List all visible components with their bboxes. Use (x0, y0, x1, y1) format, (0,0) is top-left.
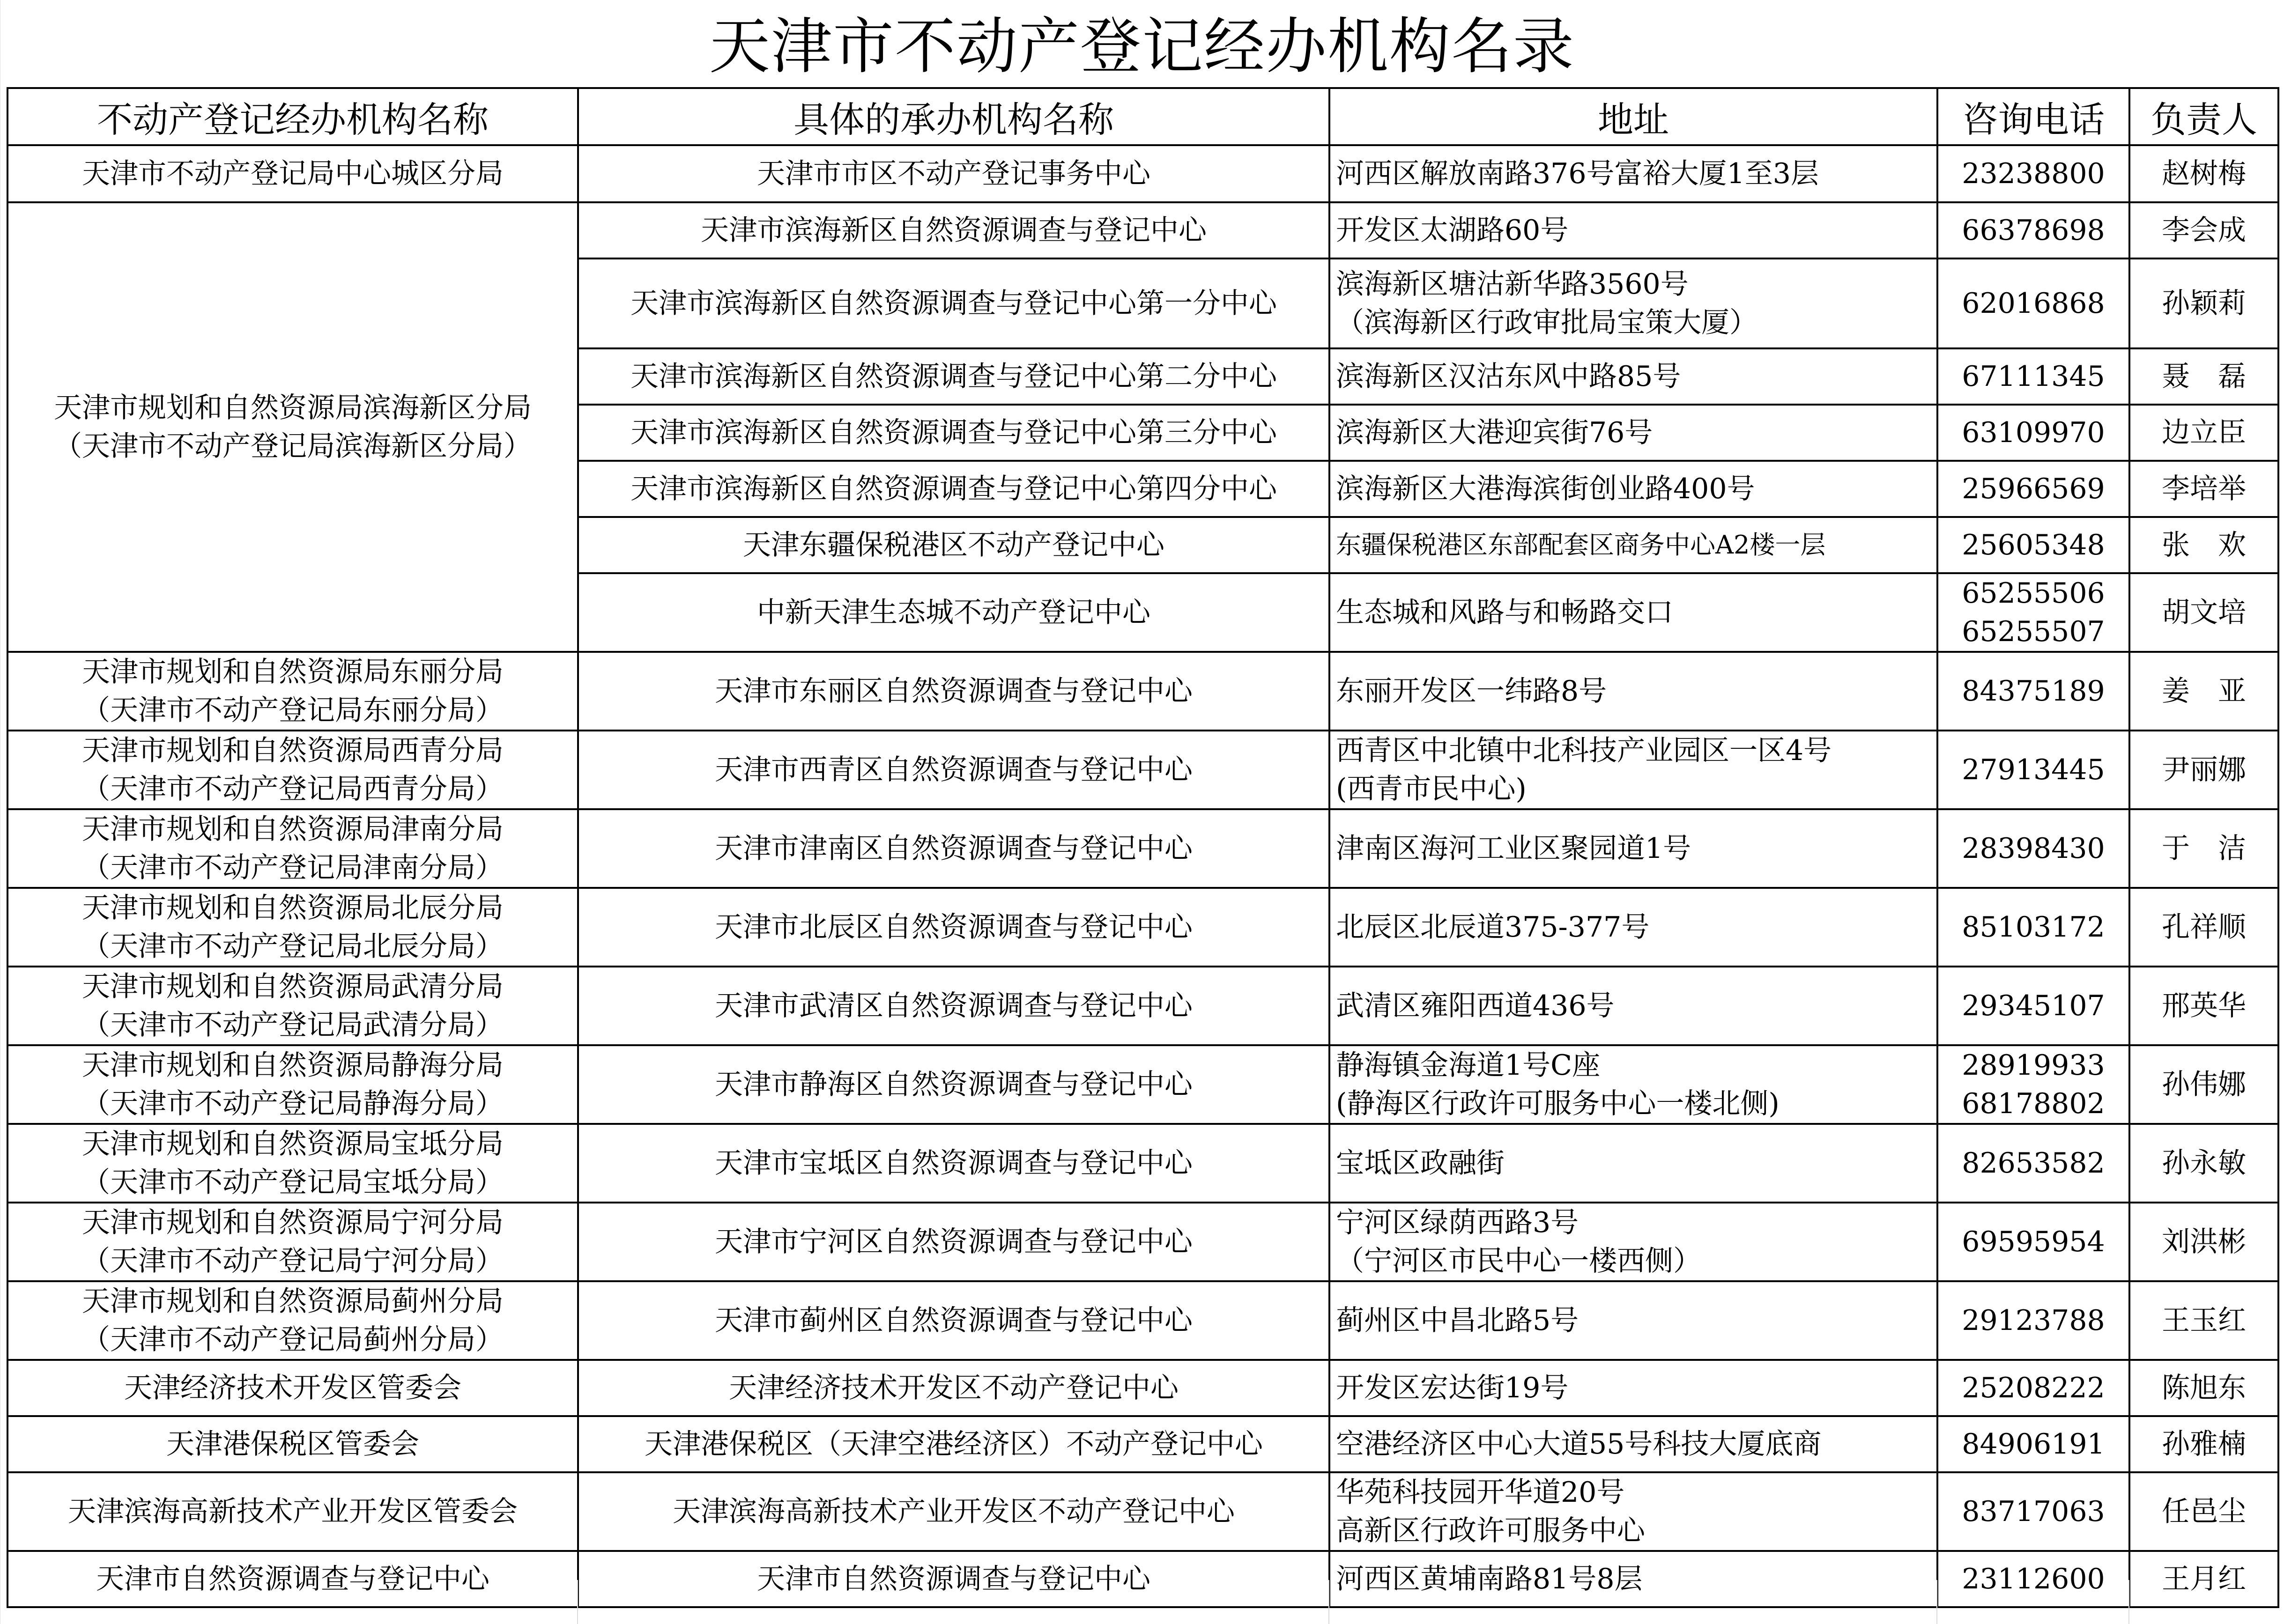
phone-cell: 23112600 (1937, 1551, 2129, 1607)
office-cell: 天津港保税区（天津空港经济区）不动产登记中心 (578, 1416, 1329, 1472)
phone-cell: 25605348 (1937, 517, 2129, 573)
header-phone: 咨询电话 (1937, 88, 2129, 145)
address-cell: 东丽开发区一纬路8号 (1329, 652, 1937, 731)
registration-agency-table (7, 87, 2279, 1608)
office-cell: 天津市自然资源调查与登记中心 (578, 1551, 1329, 1607)
address-cell: 空港经济区中心大道55号科技大厦底商 (1329, 1416, 1937, 1472)
empty-grid-area (7, 1580, 2277, 1624)
agency-cell: 天津市规划和自然资源局滨海新区分局 （天津市不动产登记局滨海新区分局） (7, 202, 578, 652)
agency-cell: 天津市规划和自然资源局西青分局 （天津市不动产登记局西青分局） (7, 731, 578, 809)
address-cell: 滨海新区大港迎宾街76号 (1329, 405, 1937, 461)
agency-cell: 天津市规划和自然资源局北辰分局 （天津市不动产登记局北辰分局） (7, 888, 578, 967)
office-cell: 天津市武清区自然资源调查与登记中心 (578, 967, 1329, 1045)
address-cell: 开发区太湖路60号 (1329, 202, 1937, 258)
phone-cell: 23238800 (1937, 145, 2129, 202)
office-cell: 天津滨海高新技术产业开发区不动产登记中心 (578, 1472, 1329, 1551)
phone-cell: 25966569 (1937, 461, 2129, 517)
phone-cell: 63109970 (1937, 405, 2129, 461)
table-row (7, 1203, 2278, 1281)
person-cell: 孙永敏 (2129, 1124, 2278, 1203)
office-cell: 天津东疆保税港区不动产登记中心 (578, 517, 1329, 573)
person-cell: 尹丽娜 (2129, 731, 2278, 809)
person-cell: 孙雅楠 (2129, 1416, 2278, 1472)
phone-cell: 69595954 (1937, 1203, 2129, 1281)
agency-cell: 天津市规划和自然资源局宁河分局 （天津市不动产登记局宁河分局） (7, 1203, 578, 1281)
person-cell: 李会成 (2129, 202, 2278, 258)
table-row (7, 1124, 2278, 1203)
header-address: 地址 (1329, 88, 1937, 145)
person-cell: 孙伟娜 (2129, 1045, 2278, 1124)
office-cell: 天津市滨海新区自然资源调查与登记中心第二分中心 (578, 348, 1329, 405)
person-cell: 任邑尘 (2129, 1472, 2278, 1551)
phone-cell: 82653582 (1937, 1124, 2129, 1203)
agency-cell: 天津市规划和自然资源局蓟州分局 （天津市不动产登记局蓟州分局） (7, 1281, 578, 1360)
address-cell: 宁河区绿荫西路3号 （宁河区市民中心一楼西侧） (1329, 1203, 1937, 1281)
office-cell: 天津经济技术开发区不动产登记中心 (578, 1360, 1329, 1416)
header-person: 负责人 (2129, 88, 2278, 145)
phone-cell: 25208222 (1937, 1360, 2129, 1416)
address-cell: 北辰区北辰道375-377号 (1329, 888, 1937, 967)
person-cell: 刘洪彬 (2129, 1203, 2278, 1281)
address-cell: 静海镇金海道1号C座 (静海区行政许可服务中心一楼北侧) (1329, 1045, 1937, 1124)
phone-cell: 83717063 (1937, 1472, 2129, 1551)
person-cell: 邢英华 (2129, 967, 2278, 1045)
table-row (7, 888, 2278, 967)
agency-cell: 天津市自然资源调查与登记中心 (7, 1551, 578, 1607)
phone-cell: 28919933 68178802 (1937, 1045, 2129, 1124)
grid-line (1328, 1580, 1329, 1624)
person-cell: 聂 磊 (2129, 348, 2278, 405)
table-row (7, 731, 2278, 809)
address-cell: 宝坻区政融街 (1329, 1124, 1937, 1203)
address-cell: 东疆保税港区东部配套区商务中心A2楼一层 (1329, 517, 1937, 573)
person-cell: 王玉红 (2129, 1281, 2278, 1360)
agency-cell: 天津市规划和自然资源局静海分局 （天津市不动产登记局静海分局） (7, 1045, 578, 1124)
agency-cell: 天津市规划和自然资源局武清分局 （天津市不动产登记局武清分局） (7, 967, 578, 1045)
page-title: 天津市不动产登记经办机构名录 (709, 11, 1575, 82)
header-agency: 不动产登记经办机构名称 (7, 88, 578, 145)
table-row (7, 967, 2278, 1045)
person-cell: 孔祥顺 (2129, 888, 2278, 967)
office-cell: 天津市蓟州区自然资源调查与登记中心 (578, 1281, 1329, 1360)
agency-cell: 天津市不动产登记局中心城区分局 (7, 145, 578, 202)
phone-cell: 28398430 (1937, 809, 2129, 888)
phone-cell: 62016868 (1937, 258, 2129, 348)
address-cell: 蓟州区中昌北路5号 (1329, 1281, 1937, 1360)
agency-cell: 天津市规划和自然资源局东丽分局 （天津市不动产登记局东丽分局） (7, 652, 578, 731)
address-cell: 滨海新区大港海滨街创业路400号 (1329, 461, 1937, 517)
office-cell: 天津市滨海新区自然资源调查与登记中心第一分中心 (578, 258, 1329, 348)
address-cell: 开发区宏达街19号 (1329, 1360, 1937, 1416)
address-cell: 滨海新区汉沽东风中路85号 (1329, 348, 1937, 405)
address-cell: 生态城和风路与和畅路交口 (1329, 573, 1937, 652)
person-cell: 姜 亚 (2129, 652, 2278, 731)
office-cell: 天津市静海区自然资源调查与登记中心 (578, 1045, 1329, 1124)
person-cell: 边立臣 (2129, 405, 2278, 461)
address-cell: 津南区海河工业区聚园道1号 (1329, 809, 1937, 888)
grid-line (1936, 1580, 1937, 1624)
address-cell: 河西区黄埔南路81号8层 (1329, 1551, 1937, 1607)
address-cell: 河西区解放南路376号富裕大厦1至3层 (1329, 145, 1937, 202)
agency-cell: 天津经济技术开发区管委会 (7, 1360, 578, 1416)
table-row (7, 1360, 2278, 1416)
phone-cell: 85103172 (1937, 888, 2129, 967)
office-cell: 天津市津南区自然资源调查与登记中心 (578, 809, 1329, 888)
address-cell: 武清区雍阳西道436号 (1329, 967, 1937, 1045)
phone-cell: 29123788 (1937, 1281, 2129, 1360)
office-cell: 天津市东丽区自然资源调查与登记中心 (578, 652, 1329, 731)
agency-cell: 天津滨海高新技术产业开发区管委会 (7, 1472, 578, 1551)
person-cell: 李培举 (2129, 461, 2278, 517)
address-cell: 滨海新区塘沽新华路3560号 （滨海新区行政审批局宝策大厦） (1329, 258, 1937, 348)
table-row (7, 202, 2278, 258)
person-cell: 孙颖莉 (2129, 258, 2278, 348)
agency-cell: 天津港保税区管委会 (7, 1416, 578, 1472)
phone-cell: 67111345 (1937, 348, 2129, 405)
person-cell: 陈旭东 (2129, 1360, 2278, 1416)
phone-cell: 84906191 (1937, 1416, 2129, 1472)
table-row (7, 145, 2278, 202)
office-cell: 天津市西青区自然资源调查与登记中心 (578, 731, 1329, 809)
table-row (7, 1472, 2278, 1551)
agency-cell: 天津市规划和自然资源局宝坻分局 （天津市不动产登记局宝坻分局） (7, 1124, 578, 1203)
table-row (7, 1416, 2278, 1472)
phone-cell: 66378698 (1937, 202, 2129, 258)
agency-cell: 天津市规划和自然资源局津南分局 （天津市不动产登记局津南分局） (7, 809, 578, 888)
table-row (7, 652, 2278, 731)
address-cell: 西青区中北镇中北科技产业园区一区4号 (西青市民中心) (1329, 731, 1937, 809)
phone-cell: 29345107 (1937, 967, 2129, 1045)
person-cell: 于 洁 (2129, 809, 2278, 888)
phone-cell: 65255506 65255507 (1937, 573, 2129, 652)
office-cell: 天津市滨海新区自然资源调查与登记中心第四分中心 (578, 461, 1329, 517)
phone-cell: 27913445 (1937, 731, 2129, 809)
person-cell: 赵树梅 (2129, 145, 2278, 202)
office-cell: 中新天津生态城不动产登记中心 (578, 573, 1329, 652)
office-cell: 天津市宝坻区自然资源调查与登记中心 (578, 1124, 1329, 1203)
table-header-row (7, 88, 2278, 145)
table-row (7, 1281, 2278, 1360)
office-cell: 天津市北辰区自然资源调查与登记中心 (578, 888, 1329, 967)
address-cell: 华苑科技园开华道20号 高新区行政许可服务中心 (1329, 1472, 1937, 1551)
office-cell: 天津市宁河区自然资源调查与登记中心 (578, 1203, 1329, 1281)
grid-line (2128, 1580, 2129, 1624)
phone-cell: 84375189 (1937, 652, 2129, 731)
table-row (7, 1045, 2278, 1124)
person-cell: 张 欢 (2129, 517, 2278, 573)
person-cell: 王月红 (2129, 1551, 2278, 1607)
office-cell: 天津市滨海新区自然资源调查与登记中心第三分中心 (578, 405, 1329, 461)
office-cell: 天津市市区不动产登记事务中心 (578, 145, 1329, 202)
header-office: 具体的承办机构名称 (578, 88, 1329, 145)
grid-line (577, 1580, 578, 1624)
office-cell: 天津市滨海新区自然资源调查与登记中心 (578, 202, 1329, 258)
person-cell: 胡文培 (2129, 573, 2278, 652)
table-row (7, 809, 2278, 888)
